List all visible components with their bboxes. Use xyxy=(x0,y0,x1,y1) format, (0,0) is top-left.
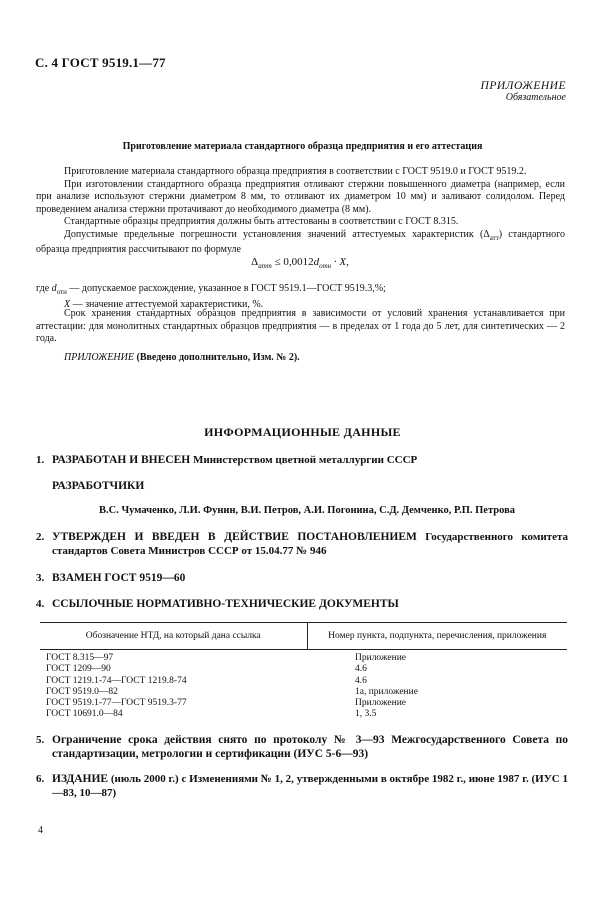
item-3-number: 3. xyxy=(36,572,45,584)
item-2-bold: УТВЕРЖДЕН И ВВЕДЕН В ДЕЙСТВИЕ ПОСТАНОВЛЕНИЕМ xyxy=(52,531,417,543)
legend-line-1 xyxy=(36,283,565,299)
table-row xyxy=(40,676,567,687)
paragraph-3: Стандартные образцы предприятия должны быть аттестованы в соответствии с ГОСТ 8.315. xyxy=(64,216,459,227)
paragraph-4-subscript: атт xyxy=(489,233,499,242)
legend-d-text: — допускаемое расхождение, указанное в ГОСТ 9519.1—ГОСТ 9519.3,%; xyxy=(66,283,386,294)
item-1-number: 1. xyxy=(36,454,45,466)
table-cell: Приложение xyxy=(355,653,406,663)
item-5-number: 5. xyxy=(36,734,45,746)
formula-legend xyxy=(36,283,565,311)
info-item-3 xyxy=(36,571,568,585)
paragraph-4-part-b: ) стандартного образца предприятия рассчитывают по формуле xyxy=(36,228,565,255)
table-row xyxy=(40,709,567,720)
item-2-text: Государственного комитета стандартов Совета Министров СССР от 15.04.77 № 946 xyxy=(52,531,568,557)
info-item-2 xyxy=(36,530,568,558)
intro-paragraphs xyxy=(36,166,565,257)
developers-names: В.С. Чумаченко, Л.И. Фунин, В.И. Петров, А.И. Погонина, С.Д. Демченко, Р.П. Петрова xyxy=(98,505,516,516)
table-body xyxy=(40,650,567,721)
info-item-6 xyxy=(36,772,568,800)
legend-d-sub: отн xyxy=(56,288,67,296)
item-6-text: (июль 2000 г.) с Изменениями № 1, 2, утвержденными в октябре 1982 г., июне 1987 г. (ИУС 1—83, 10—87) xyxy=(52,773,568,799)
table-row xyxy=(40,687,567,698)
paragraph-2: При изготовлении стандартного образца предприятия отливают стержни повышенного диаметра (например, если при анализе используют стержни диаметром 8 мм, то отливают их диаметром 10 мм) и заливают солидолом. Перед проведением анализа стержни протачивают до необходимого диаметра (8 мм). xyxy=(36,178,565,215)
table-cell: ГОСТ 1219.1-74—ГОСТ 1219.8-74 xyxy=(46,675,187,686)
item-5-text: Ограничение срока действия снято по протоколу № 3—93 Межгосударственного Совета по стандартизации, метрологии и сертификации (ИУС 5-6—93) xyxy=(52,734,568,760)
table-cell: 1а, приложение xyxy=(355,686,418,697)
item-6-bold: ИЗДАНИЕ xyxy=(52,773,109,785)
legend-x-text: — значение аттестуемой характеристики, %. xyxy=(70,298,264,310)
table-row xyxy=(40,664,567,675)
paragraph-1: Приготовление материала стандартного образца предприятия в соответствии с ГОСТ 9519.0 и ГОСТ 9519.2. xyxy=(64,166,527,177)
table-header xyxy=(40,623,567,650)
table-cell: ГОСТ 8.315—97 xyxy=(46,653,114,663)
table-header-col1: Обозначение НТД, на который дана ссылка xyxy=(40,623,308,649)
info-item-1 xyxy=(36,453,568,467)
page-header: С. 4 ГОСТ 9519.1—77 xyxy=(35,55,166,70)
appendix-note-text: (Введено дополнительно, Изм. № 2). xyxy=(134,352,300,363)
table-row xyxy=(40,698,567,709)
paragraph-5: Срок хранения стандартных образцов предприятия в зависимости от условий хранения устанавливается при аттестации: для монолитных стандартных образцов предприятия — в пределах от 1 года до 5 лет, для синтетических — 2 года. xyxy=(36,308,565,344)
formula-lhs: Δ xyxy=(251,256,259,268)
formula-rest: · X, xyxy=(331,256,349,268)
item-4-bold: ССЫЛОЧНЫЕ НОРМАТИВНО-ТЕХНИЧЕСКИЕ ДОКУМЕНТЫ xyxy=(52,598,399,610)
legend-where: где xyxy=(36,283,52,294)
formula xyxy=(0,256,600,270)
section-title: Приготовление материала стандартного образца предприятия и его аттестация xyxy=(122,141,483,152)
references-table xyxy=(40,622,567,721)
page-number: 4 xyxy=(38,825,43,836)
appendix-sublabel: Обязательное xyxy=(505,92,566,103)
formula-d: d xyxy=(313,256,320,268)
table-cell: ГОСТ 1209—90 xyxy=(46,664,111,675)
item-1-text: Министерством цветной металлургии СССР xyxy=(190,454,418,466)
table-cell: ГОСТ 9519.1-77—ГОСТ 9519.3-77 xyxy=(46,698,187,709)
developers-label-text: РАЗРАБОТЧИКИ xyxy=(52,480,145,492)
appendix-note-label: ПРИЛОЖЕНИЕ xyxy=(64,352,134,363)
formula-d-sub: отн xyxy=(319,262,332,271)
paragraph-4-part-a: Допустимые предельные погрешности установления значений аттестуемых характеристик (Δ xyxy=(64,228,490,240)
formula-op: ≤ 0,0012 xyxy=(271,256,314,268)
table-cell: ГОСТ 9519.0—82 xyxy=(46,686,118,697)
legend-d: d xyxy=(51,283,57,294)
storage-paragraph xyxy=(36,308,565,346)
formula-lhs-sub: атт xyxy=(258,262,272,271)
developers-list xyxy=(36,503,568,518)
developers-label xyxy=(36,479,584,493)
item-4-number: 4. xyxy=(36,598,45,610)
info-title: ИНФОРМАЦИОННЫЕ ДАННЫЕ xyxy=(204,425,401,439)
info-item-4 xyxy=(36,597,568,611)
item-2-number: 2. xyxy=(36,531,45,543)
table-cell: ГОСТ 10691.0—84 xyxy=(46,709,123,720)
table-cell: Приложение xyxy=(355,698,406,709)
item-3-bold: ВЗАМЕН ГОСТ 9519—60 xyxy=(52,572,186,584)
appendix-label: ПРИЛОЖЕНИЕ xyxy=(480,80,566,92)
table-cell: 4.6 xyxy=(355,664,367,675)
table-cell: 4.6 xyxy=(355,675,367,686)
table-header-col2: Номер пункта, подпункта, перечисления, приложения xyxy=(328,631,547,641)
table-cell: 1, 3.5 xyxy=(355,709,377,720)
item-6-number: 6. xyxy=(36,773,45,785)
legend-x: X xyxy=(64,298,71,310)
item-1-bold: РАЗРАБОТАН И ВНЕСЕН xyxy=(52,454,191,466)
appendix-label-block xyxy=(481,80,566,103)
appendix-note xyxy=(36,352,565,365)
info-item-5 xyxy=(36,733,568,761)
paragraph-4 xyxy=(36,229,565,257)
table-row xyxy=(40,653,567,664)
